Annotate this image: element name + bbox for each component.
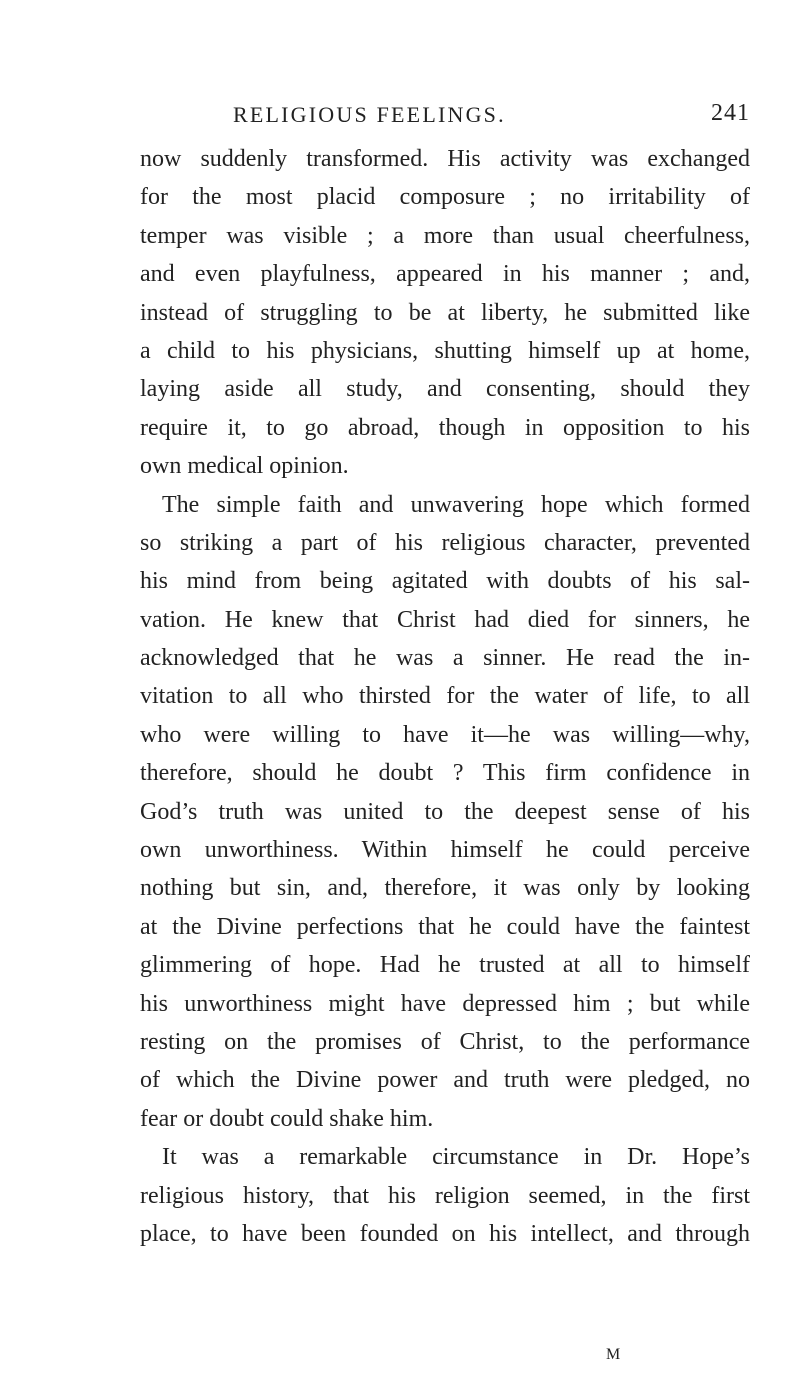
text-line: so striking a part of his religious character, prevented — [140, 529, 750, 556]
page-number: 241 — [711, 100, 750, 126]
text-line: of which the Divine power and truth were pledged, no — [140, 1067, 750, 1094]
text-line: and even playfulness, appeared in his manner ; and, — [140, 261, 750, 288]
text-line: who were willing to have it—he was willing—why, — [140, 721, 750, 748]
text-line: temper was visible ; a more than usual cheerfulness, — [140, 222, 750, 249]
paragraph-first-line: The simple faith and unwavering hope which formed — [162, 491, 750, 518]
text-line: his mind from being agitated with doubts of his sal- — [140, 568, 750, 595]
text-line: nothing but sin, and, therefore, it was only by looking — [140, 875, 750, 902]
text-line: glimmering of hope. Had he trusted at all to himself — [140, 952, 750, 979]
text-line: God’s truth was united to the deepest sense of his — [140, 798, 750, 825]
text-line: for the most placid composure ; no irritability of — [140, 184, 750, 211]
signature-mark: M — [606, 1346, 622, 1363]
text-line: now suddenly transformed. His activity was exchanged — [140, 146, 750, 172]
text-line: instead of struggling to be at liberty, he submitted like — [140, 299, 750, 326]
running-title: RELIGIOUS FEELINGS. — [233, 102, 506, 127]
text-line: religious history, that his religion seemed, in the first — [140, 1182, 750, 1209]
text-line: at the Divine perfections that he could have the faintest — [140, 913, 750, 940]
text-line: place, to have been founded on his intellect, and through — [140, 1220, 750, 1247]
text-line: require it, to go abroad, though in opposition to his — [140, 414, 750, 441]
text-line: vation. He knew that Christ had died for sinners, he — [140, 606, 750, 633]
text-line: vitation to all who thirsted for the water of life, to all — [140, 683, 750, 710]
text-line: own unworthiness. Within himself he could perceive — [140, 837, 750, 864]
body-text — [140, 140, 750, 1253]
text-line: his unworthiness might have depressed him ; but while — [140, 990, 750, 1017]
text-line: resting on the promises of Christ, to the performance — [140, 1028, 750, 1055]
text-line: own medical opinion. — [140, 453, 349, 480]
text-line: a child to his physicians, shutting himself up at home, — [140, 337, 750, 364]
text-line: acknowledged that he was a sinner. He read the in- — [140, 645, 750, 672]
paragraph-first-line: It was a remarkable circumstance in Dr. Hope’s — [162, 1144, 750, 1171]
text-line: fear or doubt could shake him. — [140, 1105, 434, 1132]
text-line: therefore, should he doubt ? This firm confidence in — [140, 760, 750, 787]
running-head — [140, 96, 750, 136]
text-line: laying aside all study, and consenting, should they — [140, 376, 750, 403]
